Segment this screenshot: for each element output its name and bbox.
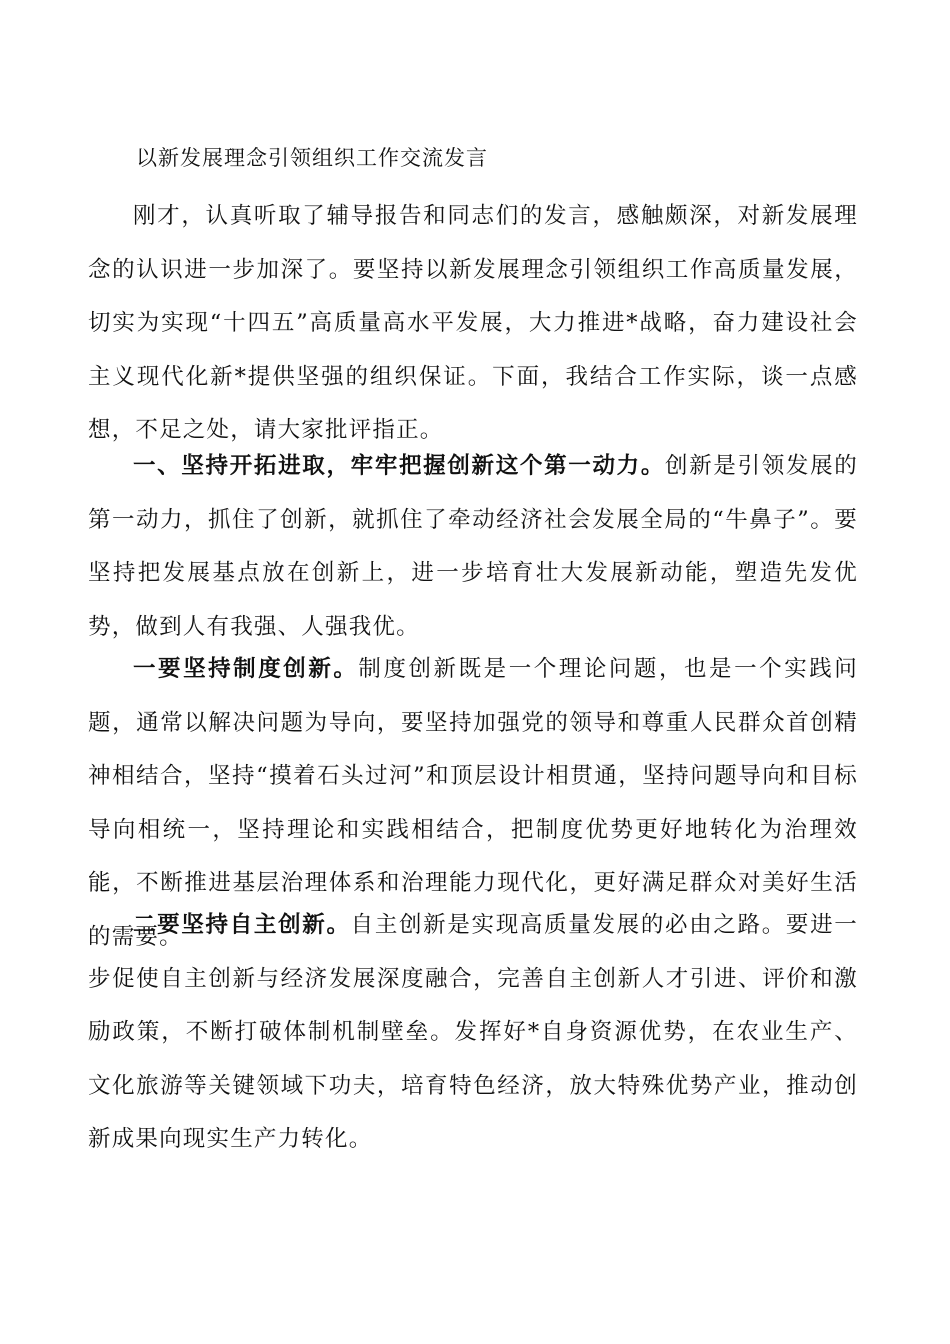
document-title: 以新发展理念引领组织工作交流发言 [136, 146, 488, 170]
paragraph-intro [88, 190, 858, 458]
paragraph-text: 制度创新既是一个理论问题，也是一个实践问题，通常以解决问题为导向，要坚持加强党的领导和尊重人民群众首创精神相结合，坚持“摸着石头过河”和顶层设计相贯通，坚持问题导向和目标导向相统一，坚持理论和实践相结合，把制度优势更好地转化为治理效能，不断推进基层治理体系和治理能力现代化，更好满足群众对美好生活的需要。 [88, 656, 858, 950]
paragraph-lead: 一、坚持开拓进取，牢牢把握创新这个第一动力。 [133, 453, 666, 479]
paragraph-lead: 二要坚持自主创新。 [133, 912, 351, 938]
paragraph-independent-innovation [88, 899, 858, 1167]
paragraph-section-one [88, 440, 858, 654]
paragraph-text: 创新是引领发展的第一动力，抓住了创新，就抓住了牵动经济社会发展全局的“牛鼻子”。要坚持把发展基点放在创新上，进一步培育壮大发展新动能，塑造先发优势，做到人有我强、人强我优。 [88, 453, 858, 640]
paragraph-text: 自主创新是实现高质量发展的必由之路。要进一步促使自主创新与经济发展深度融合，完善自主创新人才引进、评价和激励政策，不断打破体制机制壁垒。发挥好*自身资源优势，在农业生产、文化旅游等关键领域下功夫，培育特色经济，放大特殊优势产业，推动创新成果向现实生产力转化。 [88, 912, 858, 1152]
paragraph-lead: 一要坚持制度创新。 [133, 656, 359, 682]
paragraph-text: 刚才，认真听取了辅导报告和同志们的发言，感触颇深，对新发展理念的认识进一步加深了。要坚持以新发展理念引领组织工作高质量发展，切实为实现“十四五”高质量高水平发展，大力推进*战略，奋力建设社会主义现代化新*提供坚强的组织保证。下面，我结合工作实际，谈一点感想，不足之处，请大家批评指正。 [88, 203, 858, 443]
